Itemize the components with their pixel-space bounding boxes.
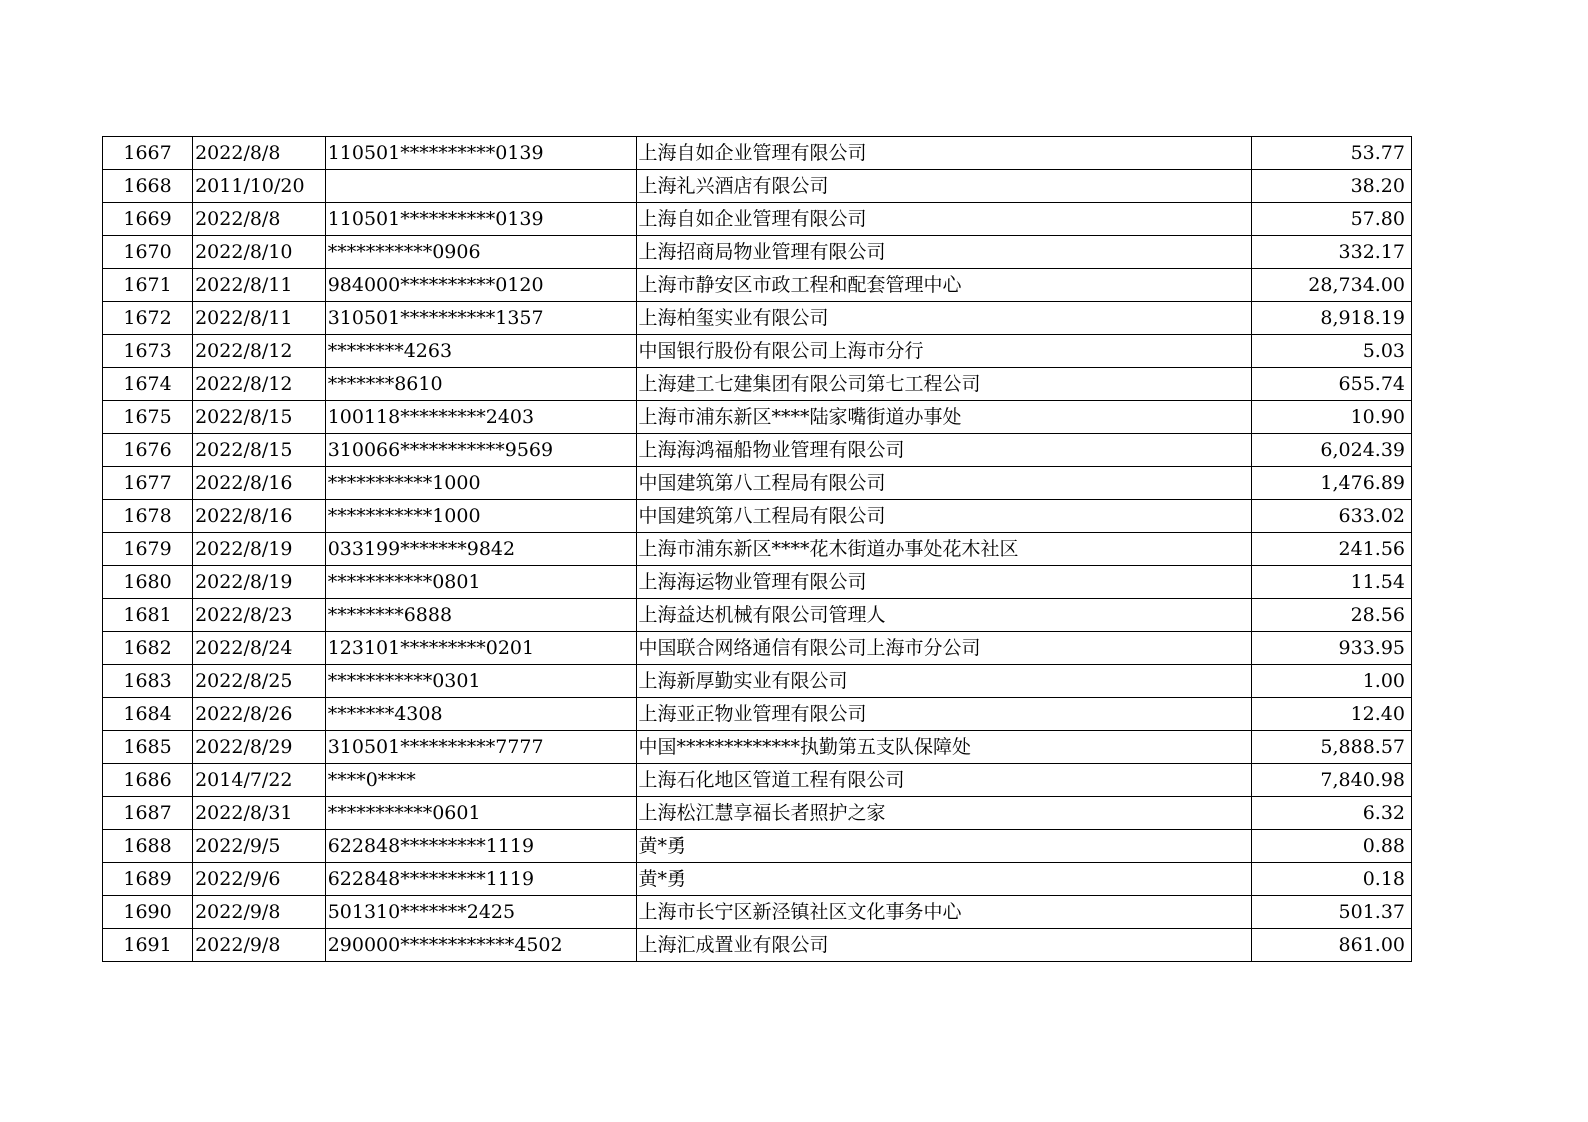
payee-name-cell: 上海柏玺实业有限公司 [636,302,1252,335]
amount-cell: 6.32 [1252,797,1412,830]
account-number-cell: ********4263 [325,335,636,368]
date-cell: 2022/8/16 [193,467,326,500]
payee-name-cell: 黄*勇 [636,830,1252,863]
table-row [103,566,1412,599]
table-row [103,236,1412,269]
account-number-cell: *******4308 [325,698,636,731]
row-number-cell: 1690 [103,896,193,929]
table-row [103,467,1412,500]
amount-cell: 633.02 [1252,500,1412,533]
row-number-cell: 1667 [103,137,193,170]
payee-name-cell: 中国*************执勤第五支队保障处 [636,731,1252,764]
row-number-cell: 1691 [103,929,193,962]
table-row [103,632,1412,665]
amount-cell: 57.80 [1252,203,1412,236]
date-cell: 2022/8/11 [193,269,326,302]
payee-name-cell: 上海自如企业管理有限公司 [636,137,1252,170]
row-number-cell: 1679 [103,533,193,566]
amount-cell: 6,024.39 [1252,434,1412,467]
table-row [103,434,1412,467]
date-cell: 2022/9/5 [193,830,326,863]
row-number-cell: 1674 [103,368,193,401]
date-cell: 2022/8/29 [193,731,326,764]
row-number-cell: 1683 [103,665,193,698]
row-number-cell: 1682 [103,632,193,665]
payee-name-cell: 中国建筑第八工程局有限公司 [636,500,1252,533]
amount-cell: 12.40 [1252,698,1412,731]
payee-name-cell: 上海市浦东新区****陆家嘴街道办事处 [636,401,1252,434]
row-number-cell: 1686 [103,764,193,797]
payee-name-cell: 中国银行股份有限公司上海市分行 [636,335,1252,368]
account-number-cell: 033199*******9842 [325,533,636,566]
account-number-cell: ***********0601 [325,797,636,830]
row-number-cell: 1675 [103,401,193,434]
row-number-cell: 1673 [103,335,193,368]
row-number-cell: 1687 [103,797,193,830]
account-number-cell: ***********0801 [325,566,636,599]
account-number-cell: 100118*********2403 [325,401,636,434]
table-row [103,698,1412,731]
date-cell: 2022/8/25 [193,665,326,698]
row-number-cell: 1680 [103,566,193,599]
account-number-cell: 501310*******2425 [325,896,636,929]
payee-name-cell: 上海招商局物业管理有限公司 [636,236,1252,269]
account-number-cell: 984000**********0120 [325,269,636,302]
date-cell: 2022/8/19 [193,533,326,566]
amount-cell: 501.37 [1252,896,1412,929]
payee-name-cell: 上海自如企业管理有限公司 [636,203,1252,236]
payee-name-cell: 上海亚正物业管理有限公司 [636,698,1252,731]
account-number-cell: 310066***********9569 [325,434,636,467]
amount-cell: 241.56 [1252,533,1412,566]
amount-cell: 861.00 [1252,929,1412,962]
payee-name-cell: 上海礼兴酒店有限公司 [636,170,1252,203]
table-row [103,533,1412,566]
amount-cell: 38.20 [1252,170,1412,203]
account-number-cell: 622848*********1119 [325,830,636,863]
date-cell: 2022/9/8 [193,929,326,962]
row-number-cell: 1685 [103,731,193,764]
date-cell: 2022/8/19 [193,566,326,599]
row-number-cell: 1684 [103,698,193,731]
table-row [103,764,1412,797]
amount-cell: 1.00 [1252,665,1412,698]
table-row [103,797,1412,830]
table-row [103,335,1412,368]
payee-name-cell: 上海市浦东新区****花木街道办事处花木社区 [636,533,1252,566]
date-cell: 2022/8/16 [193,500,326,533]
row-number-cell: 1671 [103,269,193,302]
account-number-cell: 290000************4502 [325,929,636,962]
date-cell: 2022/8/26 [193,698,326,731]
amount-cell: 7,840.98 [1252,764,1412,797]
payee-name-cell: 黄*勇 [636,863,1252,896]
table-row [103,269,1412,302]
account-number-cell: 110501**********0139 [325,137,636,170]
amount-cell: 11.54 [1252,566,1412,599]
table-row [103,500,1412,533]
table-row [103,137,1412,170]
account-number-cell [325,170,636,203]
date-cell: 2022/8/15 [193,434,326,467]
account-number-cell: ***********1000 [325,500,636,533]
row-number-cell: 1669 [103,203,193,236]
amount-cell: 28,734.00 [1252,269,1412,302]
payee-name-cell: 上海建工七建集团有限公司第七工程公司 [636,368,1252,401]
account-number-cell: 310501**********7777 [325,731,636,764]
date-cell: 2022/8/10 [193,236,326,269]
date-cell: 2022/8/15 [193,401,326,434]
amount-cell: 28.56 [1252,599,1412,632]
date-cell: 2022/8/12 [193,368,326,401]
table-row [103,731,1412,764]
table-row [103,830,1412,863]
table-row [103,401,1412,434]
payee-name-cell: 上海市长宁区新泾镇社区文化事务中心 [636,896,1252,929]
date-cell: 2022/8/24 [193,632,326,665]
records-table [102,136,1412,962]
amount-cell: 0.88 [1252,830,1412,863]
row-number-cell: 1670 [103,236,193,269]
table-row [103,302,1412,335]
amount-cell: 10.90 [1252,401,1412,434]
row-number-cell: 1678 [103,500,193,533]
row-number-cell: 1681 [103,599,193,632]
table-row [103,170,1412,203]
account-number-cell: ***********0906 [325,236,636,269]
account-number-cell: 310501**********1357 [325,302,636,335]
account-number-cell: ********6888 [325,599,636,632]
table-row [103,665,1412,698]
row-number-cell: 1688 [103,830,193,863]
amount-cell: 1,476.89 [1252,467,1412,500]
date-cell: 2022/8/8 [193,137,326,170]
account-number-cell: 110501**********0139 [325,203,636,236]
row-number-cell: 1677 [103,467,193,500]
amount-cell: 5,888.57 [1252,731,1412,764]
account-number-cell: 622848*********1119 [325,863,636,896]
payee-name-cell: 上海新厚勤实业有限公司 [636,665,1252,698]
date-cell: 2022/8/12 [193,335,326,368]
date-cell: 2014/7/22 [193,764,326,797]
payee-name-cell: 中国联合网络通信有限公司上海市分公司 [636,632,1252,665]
table-row [103,896,1412,929]
row-number-cell: 1689 [103,863,193,896]
row-number-cell: 1672 [103,302,193,335]
table-row [103,599,1412,632]
records-table-body [103,137,1412,962]
table-row [103,863,1412,896]
amount-cell: 53.77 [1252,137,1412,170]
payee-name-cell: 上海海运物业管理有限公司 [636,566,1252,599]
account-number-cell: ***********1000 [325,467,636,500]
table-row [103,368,1412,401]
date-cell: 2022/8/31 [193,797,326,830]
account-number-cell: *******8610 [325,368,636,401]
account-number-cell: ***********0301 [325,665,636,698]
account-number-cell: 123101*********0201 [325,632,636,665]
date-cell: 2022/9/6 [193,863,326,896]
amount-cell: 8,918.19 [1252,302,1412,335]
row-number-cell: 1676 [103,434,193,467]
table-row [103,203,1412,236]
payee-name-cell: 上海汇成置业有限公司 [636,929,1252,962]
payee-name-cell: 上海石化地区管道工程有限公司 [636,764,1252,797]
account-number-cell: ****0**** [325,764,636,797]
amount-cell: 0.18 [1252,863,1412,896]
amount-cell: 5.03 [1252,335,1412,368]
date-cell: 2022/8/8 [193,203,326,236]
payee-name-cell: 上海市静安区市政工程和配套管理中心 [636,269,1252,302]
payee-name-cell: 上海益达机械有限公司管理人 [636,599,1252,632]
date-cell: 2022/8/23 [193,599,326,632]
amount-cell: 655.74 [1252,368,1412,401]
table-row [103,929,1412,962]
payee-name-cell: 上海海鸿福船物业管理有限公司 [636,434,1252,467]
payee-name-cell: 上海松江慧享福长者照护之家 [636,797,1252,830]
amount-cell: 933.95 [1252,632,1412,665]
payee-name-cell: 中国建筑第八工程局有限公司 [636,467,1252,500]
date-cell: 2022/9/8 [193,896,326,929]
date-cell: 2022/8/11 [193,302,326,335]
date-cell: 2011/10/20 [193,170,326,203]
row-number-cell: 1668 [103,170,193,203]
amount-cell: 332.17 [1252,236,1412,269]
